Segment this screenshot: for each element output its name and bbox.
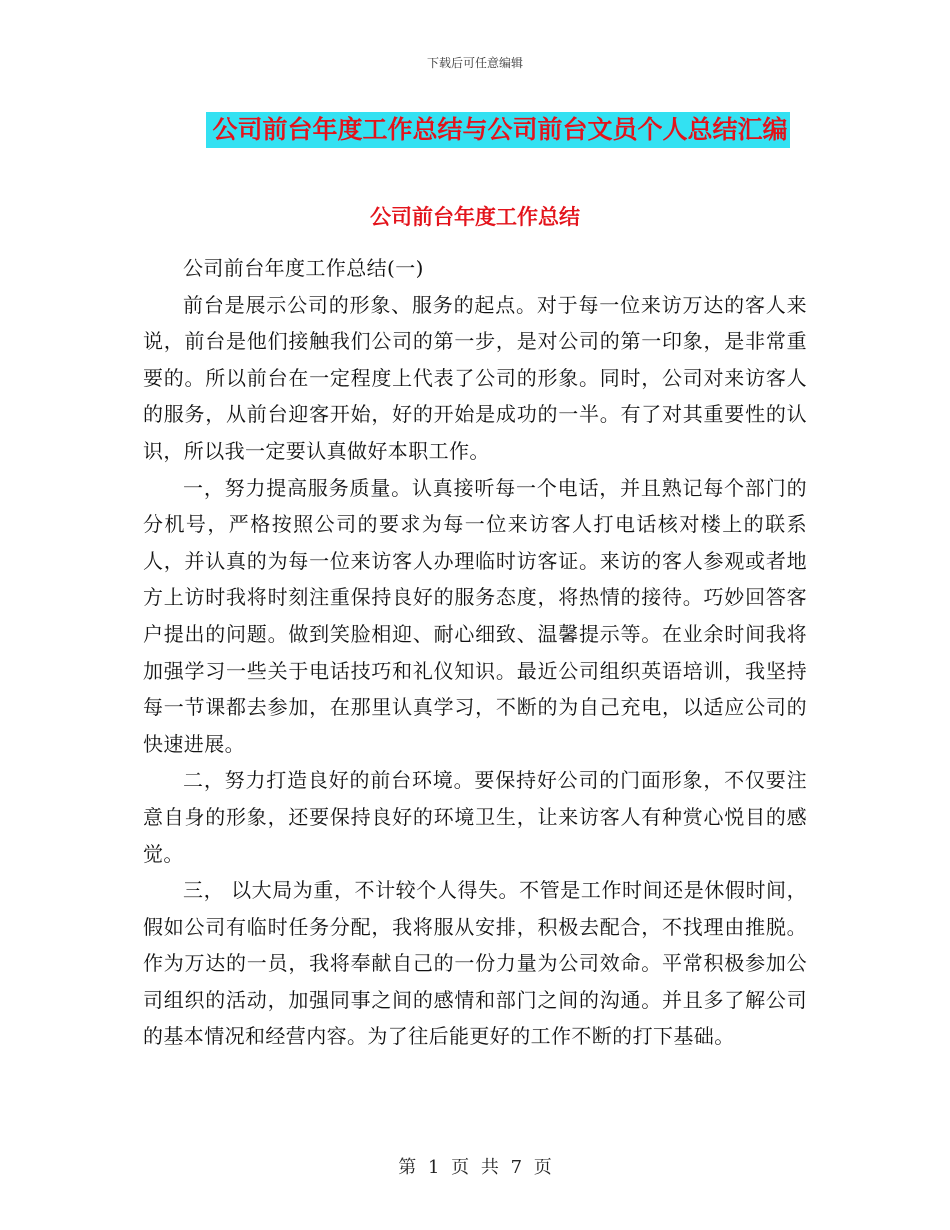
paragraph-intro: 前台是展示公司的形象、服务的起点。对于每一位来访万达的客人来说，前台是他们接触我们公司的第一步，是对公司的第一印象，是非常重要的。所以前台在一定程度上代表了公司的形象。同时，公司对来访客人的服务，从前台迎客开始，好的开始是成功的一半。有了对其重要性的认识，所以我一定要认真做好本职工作。 bbox=[143, 292, 807, 463]
document-body bbox=[143, 250, 807, 1055]
header-note: 下载后可任意编辑 bbox=[426, 56, 523, 70]
document-title-container bbox=[0, 112, 950, 148]
paragraph-point-two: 二，努力打造良好的前台环境。要保持好公司的门面形象，不仅要注意自身的形象，还要保持良好的环境卫生，让来访客人有种赏心悦目的感觉。 bbox=[143, 768, 807, 866]
page-number-footer: 第 1 页 共 7 页 bbox=[398, 1157, 552, 1178]
document-title: 公司前台年度工作总结与公司前台文员个人总结汇编 bbox=[206, 112, 789, 148]
paragraph-point-three: 三， 以大局为重，不计较个人得失。不管是工作时间还是休假时间，假如公司有临时任务分配，我将服从安排，积极去配合，不找理由推脱。作为万达的一员，我将奉献自己的一份力量为公司效命。平常积极参加公司组织的活动，加强同事之间的感情和部门之间的沟通。并且多了解公司的基本情况和经营内容。为了往后能更好的工作不断的打下基础。 bbox=[143, 878, 807, 1049]
paragraph-point-one: 一，努力提高服务质量。认真接听每一个电话，并且熟记每个部门的分机号，严格按照公司的要求为每一位来访客人打电话核对楼上的联系人，并认真的为每一位来访客人办理临时访客证。来访的客人参观或者地方上访时我将时刻注重保持良好的服务态度，将热情的接待。巧妙回答客户提出的问题。做到笑脸相迎、耐心细致、温馨提示等。在业余时间我将加强学习一些关于电话技巧和礼仪知识。最近公司组织英语培训，我坚持每一节课都去参加，在那里认真学习，不断的为自己充电，以适应公司的快速进展。 bbox=[143, 475, 807, 756]
section-title: 公司前台年度工作总结 bbox=[370, 205, 580, 229]
subtitle-paragraph: 公司前台年度工作总结(一) bbox=[183, 256, 424, 280]
